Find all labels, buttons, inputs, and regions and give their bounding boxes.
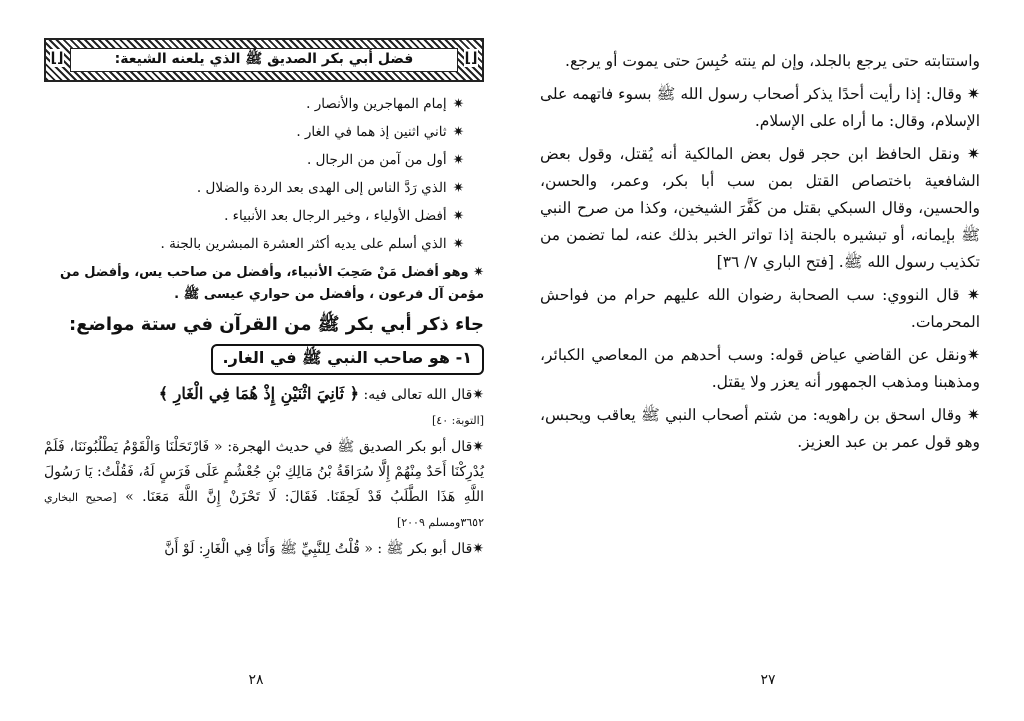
left-column (44, 38, 484, 564)
star-bullet-icon: ✷ (452, 124, 464, 140)
star-bullet-icon: ✷ (452, 236, 464, 252)
hadith-paragraph-2: ✷قال أبو بكر ﷺ : « قُلْتُ لِلنَّبِيِّ ﷺ وَأَنَا فِي الْغَارِ: لَوْ أَنَّ (164, 541, 484, 557)
star-bullet-icon: ✷ (452, 180, 464, 196)
list-item: ✷ثاني اثنين إذ هما في الغار . (44, 118, 476, 146)
paragraph: ✷ ونقل الحافظ ابن حجر قول بعض المالكية أنه يُقتل، وقول بعض الشافعية باختصاص القتل بمن سب أبا بكر، وعمر، والحسن، والحسين، وقال السبكي بقتل من كَفَّرَ الشيخين، وكذا من صرح النبي ﷺ بإيمانه، أو تبشيره بالجنة إذا تواتر الخبر بذلك عنه، لما تضمن من تكذيب رسول الله ﷺ. [فتح الباري ٧/ ٣٦] (540, 145, 980, 271)
right-page (512, 0, 1024, 721)
right-column (540, 48, 980, 462)
section-title: فضل أبي بكر الصديق ﷺ الذي يلعنه الشيعة: (70, 48, 458, 72)
list-item: ✷إمام المهاجرين والأنصار . (44, 90, 476, 118)
page-number-right: ٢٧ (760, 672, 776, 688)
list-item: ✷أول من آمن من الرجال . (44, 146, 476, 174)
section-label-row (44, 342, 484, 381)
paragraph: ✷ونقل عن القاضي عياض قوله: وسب أحدهم من المعاصي الكبائر، ومذهبنا ومذهب الجمهور أنه يعزر ولا يقتل. (540, 346, 980, 391)
page-number-left: ٢٨ (248, 672, 264, 688)
title-frame (44, 38, 484, 82)
list-item: ✷الذي أسلم على يديه أكثر العشرة المبشرين بالجنة . (44, 230, 476, 258)
list-item: ✷أفضل الأولياء ، وخير الرجال بعد الأنبياء . (44, 202, 476, 230)
hadith-paragraph: ✷قال أبو بكر الصديق ﷺ في حديث الهجرة: « فَارْتَحَلْنَا وَالْقَوْمُ يَطْلُبُونَنَا، فَلَمْ يُدْرِكْنَا أَحَدٌ مِنْهُمْ إِلَّا سُرَاقَةُ بْنُ مَالِكِ بْنِ جُعْشُمٍ عَلَى فَرَسٍ لَهُ، فَقُلْتُ: يَا رَسُولَ اللَّهِ هَذَا الطَّلَبُ قَدْ لَحِقَنَا. فَقَالَ: لَا تَحْزَنْ إِنَّ اللَّهَ مَعَنَا. » [صحيح البخاري ٣٦٥٢ومسلم ٢٠٠٩] (44, 439, 485, 529)
hadith-citation: [صحيح البخاري ٣٦٥٢ومسلم ٢٠٠٩] (44, 491, 484, 529)
list-item: ✷الذي رَدَّ الناس إلى الهدى بعد الردة والضلال . (44, 174, 476, 202)
star-bullet-icon: ✷ (452, 152, 464, 168)
quran-verse: ﴿ ثَانِيَ اثْنَيْنِ إِذْ هُمَا فِي الْغَارِ ﴾ (158, 384, 360, 403)
bold-paragraph: ✷ وهو أفضل مَنْ صَحِبَ الأنبياء، وأفضل من صاحب يس، وأفضل من مؤمن آل فرعون ، وأفضل من حواري عيسى ﷺ . (59, 265, 484, 302)
paragraph: واستتابته حتى يرجع بالجلد، وإن لم ينته حُبِسَ حتى يموت أو يرجع. (565, 52, 980, 70)
bullet-list (44, 90, 484, 258)
section-heading: جاء ذكر أبي بكر ﷺ من القرآن في ستة مواضع: (69, 314, 484, 335)
verse-citation: [التوبة: ٤٠] (432, 414, 484, 427)
frame-ornament-left: ⌊⌋ (50, 50, 64, 66)
paragraph: ✷ وقال: إذا رأيت أحدًا يذكر أصحاب رسول الله ﷺ بسوء فاتهمه على الإسلام، وقال: ما أراه على الإسلام. (540, 85, 980, 130)
paragraph: ✷ قال النووي: سب الصحابة رضوان الله عليهم حرام من فواحش المحرمات. (540, 286, 980, 331)
star-bullet-icon: ✷ (452, 208, 464, 224)
paragraph: ✷ وقال اسحق بن راهويه: من شتم أصحاب النبي ﷺ يعاقب ويحبس، وهو قول عمر بن عبد العزيز. (540, 406, 980, 451)
frame-ornament-right: ⌊⌋ (464, 50, 478, 66)
verse-paragraph: ✷قال الله تعالى فيه: ﴿ ثَانِيَ اثْنَيْنِ إِذْ هُمَا فِي الْغَارِ ﴾ [التوبة: ٤٠] (158, 384, 484, 427)
section-label-box: ١- هو صاحب النبي ﷺ في الغار. (211, 344, 484, 375)
star-bullet-icon: ✷ (452, 96, 464, 112)
